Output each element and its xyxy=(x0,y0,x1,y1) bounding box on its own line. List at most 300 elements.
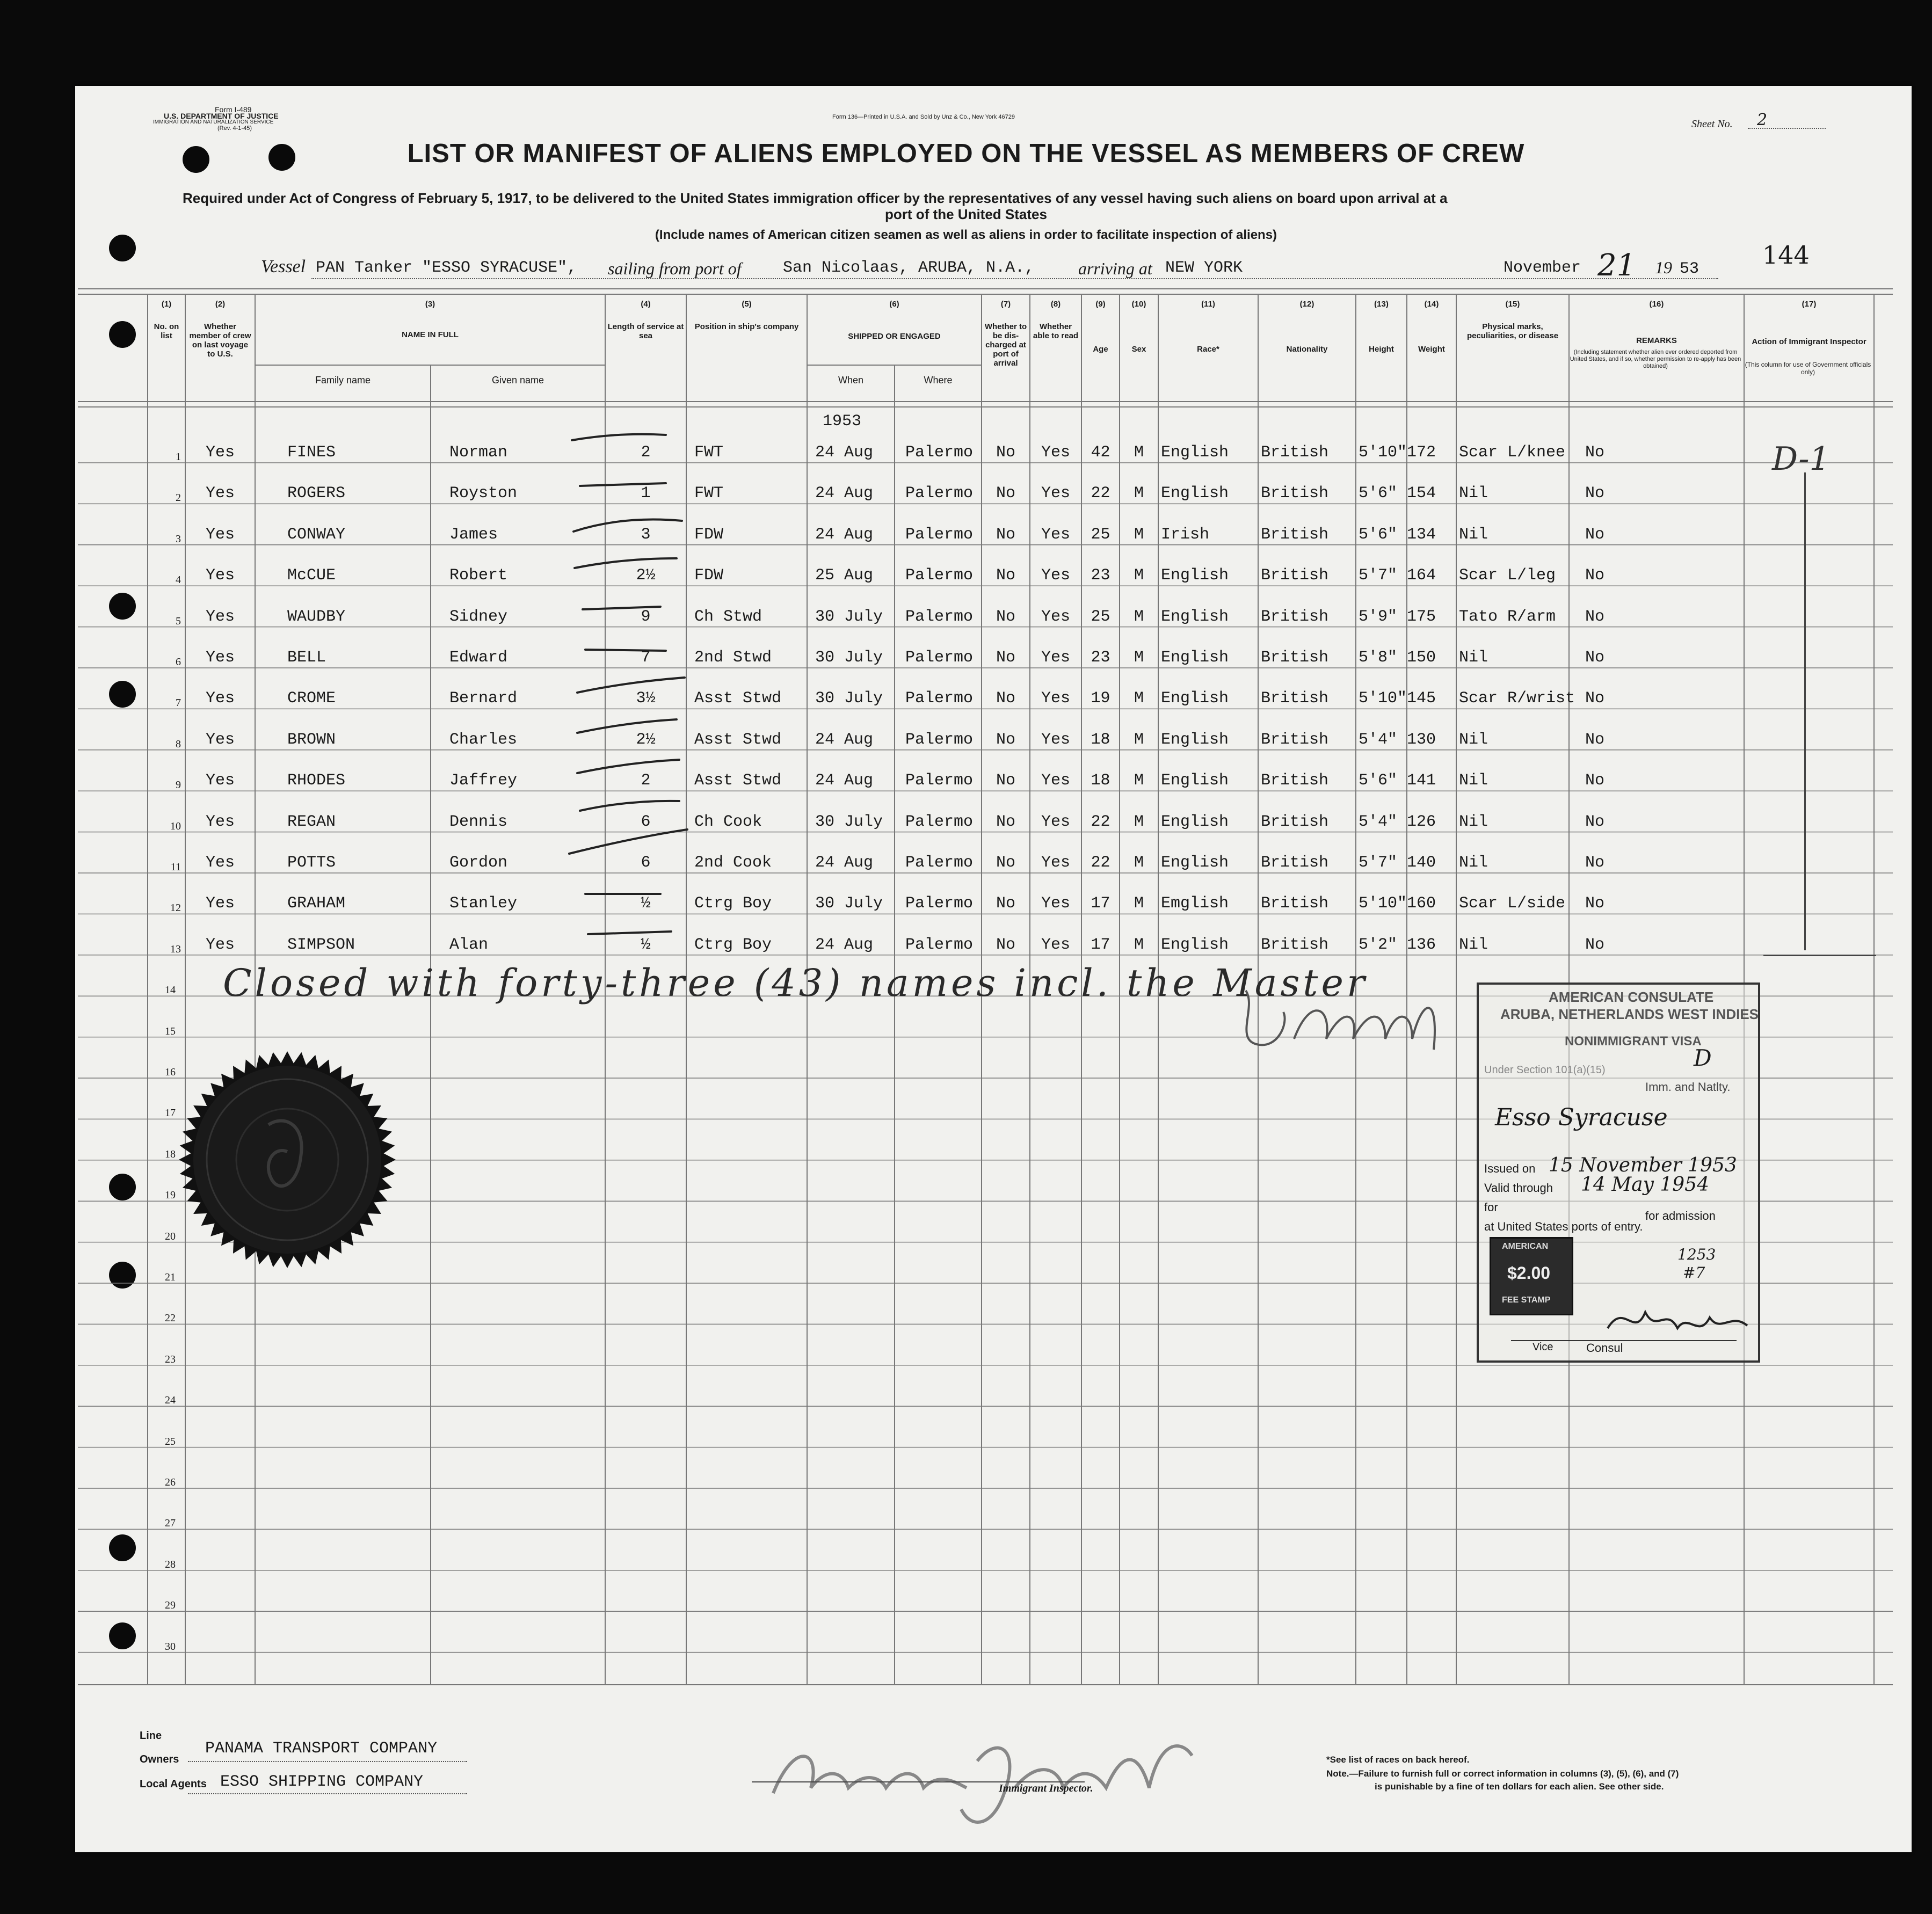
cell-marks: Scar R/wrist xyxy=(1459,689,1575,708)
row-number: 27 xyxy=(165,1517,176,1530)
cell-sex: M xyxy=(1134,649,1144,667)
column-header: Weight xyxy=(1418,345,1445,354)
cell-position: Ctrg Boy xyxy=(694,935,772,954)
row-number: 2 xyxy=(176,492,181,504)
visa-stamp xyxy=(1477,983,1760,1363)
column-number: (3) xyxy=(425,300,435,309)
cell-read: Yes xyxy=(1041,854,1070,872)
cell-when: 25 Aug xyxy=(815,566,874,585)
cell-sex: M xyxy=(1134,894,1144,913)
cell-prev: Yes xyxy=(205,854,235,872)
visa-valid-date: 14 May 1954 xyxy=(1581,1174,1709,1196)
cell-where: Palermo xyxy=(905,772,974,790)
row-number: 10 xyxy=(170,820,181,832)
cell-given: Norman xyxy=(449,443,508,462)
visa-issued-label: Issued on xyxy=(1484,1162,1536,1175)
cell-family: RHODES xyxy=(287,772,346,790)
cell-when: 30 July xyxy=(815,649,883,667)
handwritten-closing-note: Closed with forty-three (43) names incl. the Master xyxy=(223,961,1368,1005)
arriving-label: arriving at xyxy=(1078,259,1152,278)
cell-disch: No xyxy=(996,935,1015,954)
cell-sex: M xyxy=(1134,525,1144,544)
cell-height: 5'7" xyxy=(1359,854,1398,872)
cell-race: English xyxy=(1161,689,1229,708)
cell-position: FWT xyxy=(694,484,724,503)
row-number: 6 xyxy=(176,656,181,668)
cell-prev: Yes xyxy=(205,525,235,544)
row-number: 13 xyxy=(170,943,181,955)
cell-age: 23 xyxy=(1091,649,1110,667)
cell-position: Ch Stwd xyxy=(694,607,762,626)
cell-position: Asst Stwd xyxy=(694,772,782,790)
cell-read: Yes xyxy=(1041,484,1070,503)
cell-age: 25 xyxy=(1091,607,1110,626)
cell-marks: Scar L/leg xyxy=(1459,566,1556,585)
cell-marks: Nil xyxy=(1459,484,1488,503)
cell-nat: British xyxy=(1261,525,1329,544)
cell-age: 25 xyxy=(1091,525,1110,544)
column-header: Whether able to read xyxy=(1033,322,1079,340)
cell-family: McCUE xyxy=(287,566,336,585)
cell-weight: 154 xyxy=(1407,484,1436,503)
cell-when: 24 Aug xyxy=(815,484,874,503)
cell-age: 22 xyxy=(1091,854,1110,872)
cell-age: 18 xyxy=(1091,772,1110,790)
cell-height: 5'4" xyxy=(1359,812,1398,831)
cell-age: 17 xyxy=(1091,894,1110,913)
cell-position: 2nd Cook xyxy=(694,854,772,872)
cell-family: REGAN xyxy=(287,812,336,831)
row-number: 4 xyxy=(176,574,181,586)
cell-disch: No xyxy=(996,730,1015,749)
cell-position: Asst Stwd xyxy=(694,689,782,708)
cell-weight: 134 xyxy=(1407,525,1436,544)
cell-prev: Yes xyxy=(205,812,235,831)
cell-family: ROGERS xyxy=(287,484,346,503)
cell-position: FWT xyxy=(694,443,724,462)
cell-service: 2 xyxy=(641,443,651,462)
cell-where: Palermo xyxy=(905,484,974,503)
visa-fee-number: 1253 xyxy=(1677,1246,1716,1263)
cell-remarks: No xyxy=(1585,443,1605,462)
cell-remarks: No xyxy=(1585,935,1605,954)
cell-read: Yes xyxy=(1041,894,1070,913)
cell-age: 18 xyxy=(1091,730,1110,749)
cell-nat: British xyxy=(1261,484,1329,503)
row-number: 14 xyxy=(165,984,176,996)
cell-disch: No xyxy=(996,566,1015,585)
row-number: 22 xyxy=(165,1312,176,1324)
cell-service: 2½ xyxy=(636,566,656,585)
cell-age: 42 xyxy=(1091,443,1110,462)
cell-sex: M xyxy=(1134,689,1144,708)
cell-remarks: No xyxy=(1585,894,1605,913)
sheet-label: Sheet No. xyxy=(1691,118,1733,130)
cell-height: 5'10" xyxy=(1359,894,1407,913)
cell-weight: 136 xyxy=(1407,935,1436,954)
cell-height: 5'4" xyxy=(1359,730,1398,749)
cell-remarks: No xyxy=(1585,730,1605,749)
cell-given: James xyxy=(449,525,498,544)
cell-nat: British xyxy=(1261,854,1329,872)
cell-nat: British xyxy=(1261,689,1329,708)
date-year-prefix: 19 xyxy=(1655,258,1672,277)
column-number: (13) xyxy=(1374,300,1389,309)
footer-line-label: Line xyxy=(140,1730,162,1742)
cell-given: Royston xyxy=(449,484,518,503)
cell-height: 5'7" xyxy=(1359,566,1398,585)
cell-marks: Nil xyxy=(1459,772,1488,790)
cell-family: POTTS xyxy=(287,854,336,872)
cell-sex: M xyxy=(1134,854,1144,872)
cell-position: Ctrg Boy xyxy=(694,894,772,913)
row-number: 9 xyxy=(176,779,181,791)
cell-sex: M xyxy=(1134,772,1144,790)
cell-sex: M xyxy=(1134,443,1144,462)
row-number: 25 xyxy=(165,1435,176,1447)
master-signature xyxy=(1224,974,1466,1082)
given-name-header: Given name xyxy=(491,375,544,385)
cell-race: English xyxy=(1161,649,1229,667)
row-number: 3 xyxy=(176,533,181,545)
inspector-label: Immigrant Inspector. xyxy=(999,1782,1093,1794)
visa-for-label: for xyxy=(1484,1200,1498,1214)
visa-valid-label: Valid through xyxy=(1484,1181,1553,1195)
cell-race: English xyxy=(1161,484,1229,503)
row-number: 21 xyxy=(165,1271,176,1283)
cell-given: Robert xyxy=(449,566,508,585)
fee-stamp xyxy=(1490,1237,1573,1315)
cell-race: English xyxy=(1161,935,1229,954)
row-number: 12 xyxy=(170,902,181,914)
cell-weight: 130 xyxy=(1407,730,1436,749)
cell-disch: No xyxy=(996,649,1015,667)
cell-weight: 164 xyxy=(1407,566,1436,585)
cell-given: Charles xyxy=(449,730,518,749)
row-number: 18 xyxy=(165,1148,176,1160)
cell-family: BROWN xyxy=(287,730,336,749)
column-number: (14) xyxy=(1424,300,1439,309)
printer-note: Form 136—Printed in U.S.A. and Sold by Unz & Co., New York 46729 xyxy=(832,114,1015,120)
cell-sex: M xyxy=(1134,566,1144,585)
footer-note-fine: Note.—Failure to furnish full or correct information in columns (3), (5), (6), and (7) xyxy=(1326,1769,1679,1779)
cell-height: 5'9" xyxy=(1359,607,1398,626)
footer-agents-label: Local Agents xyxy=(140,1778,207,1790)
fee-stamp-amount: $2.00 xyxy=(1507,1263,1551,1283)
row-number: 19 xyxy=(165,1189,176,1202)
inspector-note: (This column for use of Government officials only) xyxy=(1745,361,1871,376)
cell-weight: 175 xyxy=(1407,607,1436,626)
cell-service: 3½ xyxy=(636,689,656,708)
column-number: (8) xyxy=(1050,300,1061,309)
cell-prev: Yes xyxy=(205,730,235,749)
cell-where: Palermo xyxy=(905,649,974,667)
cell-given: Edward xyxy=(449,649,508,667)
row-number: 11 xyxy=(170,861,181,873)
cell-read: Yes xyxy=(1041,935,1070,954)
row-number: 1 xyxy=(176,451,181,463)
cell-where: Palermo xyxy=(905,566,974,585)
page-number: 144 xyxy=(1762,241,1810,270)
column-header: Nationality xyxy=(1286,345,1328,354)
footer-owners-label: Owners xyxy=(140,1753,179,1765)
cell-disch: No xyxy=(996,772,1015,790)
column-number: (10) xyxy=(1131,300,1146,309)
cell-remarks: No xyxy=(1585,772,1605,790)
visa-consul-label: Consul xyxy=(1586,1341,1623,1355)
cell-prev: Yes xyxy=(205,772,235,790)
cell-weight: 172 xyxy=(1407,443,1436,462)
cell-where: Palermo xyxy=(905,689,974,708)
cell-disch: No xyxy=(996,689,1015,708)
form-number: Form I-489 xyxy=(215,105,252,114)
cell-where: Palermo xyxy=(905,443,974,462)
cell-nat: British xyxy=(1261,812,1329,831)
row-number: 28 xyxy=(165,1558,176,1570)
sailing-label: sailing from port of xyxy=(608,259,742,278)
cell-weight: 126 xyxy=(1407,812,1436,831)
cell-disch: No xyxy=(996,525,1015,544)
row-number: 15 xyxy=(165,1025,176,1037)
cell-given: Sidney xyxy=(449,607,508,626)
cell-read: Yes xyxy=(1041,812,1070,831)
cell-when: 30 July xyxy=(815,689,883,708)
cell-given: Bernard xyxy=(449,689,518,708)
cell-family: CROME xyxy=(287,689,336,708)
column-header: Whether to be dis-charged at port of arrival xyxy=(984,322,1027,368)
visa-ports: at United States ports of entry. xyxy=(1484,1220,1643,1233)
cell-height: 5'2" xyxy=(1359,935,1398,954)
cell-position: FDW xyxy=(694,566,724,585)
cell-where: Palermo xyxy=(905,812,974,831)
subtitle-3: (Include names of American citizen seamen as well as aliens in order to facilitate inspection of aliens) xyxy=(655,228,1277,242)
column-header: NAME IN FULL xyxy=(402,330,459,339)
cell-position: 2nd Stwd xyxy=(694,649,772,667)
cell-read: Yes xyxy=(1041,566,1070,585)
cell-disch: No xyxy=(996,607,1015,626)
cell-given: Jaffrey xyxy=(449,772,518,790)
sheet-number: 2 xyxy=(1757,111,1768,129)
cell-height: 5'6" xyxy=(1359,484,1398,503)
column-number: (15) xyxy=(1505,300,1520,309)
visa-admission: for admission xyxy=(1645,1209,1716,1222)
column-number: (16) xyxy=(1649,300,1664,309)
row-number: 29 xyxy=(165,1599,176,1612)
cell-remarks: No xyxy=(1585,812,1605,831)
column-number: (2) xyxy=(215,300,226,309)
cell-read: Yes xyxy=(1041,443,1070,462)
department: U.S. DEPARTMENT OF JUSTICE xyxy=(164,112,279,120)
cell-read: Yes xyxy=(1041,689,1070,708)
cell-nat: British xyxy=(1261,730,1329,749)
cell-age: 17 xyxy=(1091,935,1110,954)
column-header: REMARKS xyxy=(1636,336,1677,345)
cell-when: 24 Aug xyxy=(815,730,874,749)
cell-service: 9 xyxy=(641,607,651,626)
row-number: 16 xyxy=(165,1066,176,1078)
column-number: (17) xyxy=(1802,300,1817,309)
visa-fee-sub: #7 xyxy=(1683,1264,1705,1282)
cell-where: Palermo xyxy=(905,854,974,872)
cell-when: 24 Aug xyxy=(815,854,874,872)
cell-sex: M xyxy=(1134,730,1144,749)
page-title: LIST OR MANIFEST OF ALIENS EMPLOYED ON THE VESSEL AS MEMBERS OF CREW xyxy=(407,139,1525,168)
cell-disch: No xyxy=(996,894,1015,913)
cell-remarks: No xyxy=(1585,689,1605,708)
cell-remarks: No xyxy=(1585,525,1605,544)
date-month: November xyxy=(1504,259,1581,277)
cell-remarks: No xyxy=(1585,484,1605,503)
cell-service: 2 xyxy=(641,772,651,790)
row-number: 8 xyxy=(176,738,181,750)
cell-nat: British xyxy=(1261,894,1329,913)
cell-service: 7 xyxy=(641,649,651,667)
cell-family: CONWAY xyxy=(287,525,346,544)
cell-family: SIMPSON xyxy=(287,935,355,954)
visa-vice-label: Vice xyxy=(1532,1341,1553,1353)
cell-prev: Yes xyxy=(205,607,235,626)
revision: (Rev. 4-1-45) xyxy=(217,125,252,132)
column-number: (11) xyxy=(1201,300,1215,309)
cell-family: WAUDBY xyxy=(287,607,346,626)
cell-read: Yes xyxy=(1041,525,1070,544)
cell-age: 22 xyxy=(1091,812,1110,831)
inspector-signature xyxy=(762,1718,1214,1842)
cell-sex: M xyxy=(1134,484,1144,503)
cell-where: Palermo xyxy=(905,894,974,913)
embossed-seal xyxy=(177,1050,403,1275)
cell-marks: Scar L/side xyxy=(1459,894,1566,913)
cell-weight: 141 xyxy=(1407,772,1436,790)
column-header: SHIPPED OR ENGAGED xyxy=(848,332,941,341)
cell-prev: Yes xyxy=(205,443,235,462)
cell-remarks: No xyxy=(1585,566,1605,585)
when-header: When xyxy=(838,375,864,385)
cell-sex: M xyxy=(1134,812,1144,831)
column-number: (12) xyxy=(1299,300,1314,309)
cell-marks: Nil xyxy=(1459,649,1488,667)
row-number: 24 xyxy=(165,1394,176,1407)
visa-vessel: Esso Syracuse xyxy=(1495,1104,1668,1131)
cell-race: English xyxy=(1161,854,1229,872)
visa-line-location: ARUBA, NETHERLANDS WEST INDIES xyxy=(1500,1006,1759,1022)
cell-weight: 140 xyxy=(1407,854,1436,872)
cell-service: 1 xyxy=(641,484,651,503)
cell-read: Yes xyxy=(1041,730,1070,749)
cell-sex: M xyxy=(1134,607,1144,626)
cell-age: 22 xyxy=(1091,484,1110,503)
row-number: 5 xyxy=(176,615,181,627)
fee-stamp-top: AMERICAN xyxy=(1502,1242,1549,1251)
cell-service: 6 xyxy=(641,854,651,872)
cell-height: 5'10" xyxy=(1359,443,1407,462)
cell-sex: M xyxy=(1134,935,1144,954)
cell-family: GRAHAM xyxy=(287,894,346,913)
cell-height: 5'6" xyxy=(1359,772,1398,790)
cell-prev: Yes xyxy=(205,566,235,585)
sailing-port: San Nicolaas, ARUBA, N.A., xyxy=(783,259,1035,277)
cell-when: 24 Aug xyxy=(815,935,874,954)
cell-marks: Nil xyxy=(1459,730,1488,749)
visa-line-section: Under Section 101(a)(15) xyxy=(1484,1064,1606,1076)
cell-height: 5'10" xyxy=(1359,689,1407,708)
cell-read: Yes xyxy=(1041,607,1070,626)
vessel-label: Vessel xyxy=(261,257,306,276)
cell-weight: 145 xyxy=(1407,689,1436,708)
subtitle-2: port of the United States xyxy=(885,206,1047,222)
cell-weight: 150 xyxy=(1407,649,1436,667)
cell-height: 5'6" xyxy=(1359,525,1398,544)
cell-when: 24 Aug xyxy=(815,525,874,544)
cell-prev: Yes xyxy=(205,935,235,954)
family-name-header: Family name xyxy=(315,375,371,385)
column-number: (9) xyxy=(1095,300,1106,309)
cell-race: English xyxy=(1161,566,1229,585)
cell-service: 3 xyxy=(641,525,651,544)
cell-prev: Yes xyxy=(205,649,235,667)
visa-issued-date: 15 November 1953 xyxy=(1549,1154,1737,1176)
cell-family: BELL xyxy=(287,649,326,667)
column-header: Sex xyxy=(1131,345,1146,354)
footer-agents: ESSO SHIPPING COMPANY xyxy=(220,1773,424,1791)
visa-line-type: NONIMMIGRANT VISA xyxy=(1565,1034,1702,1049)
footer-note-fine-2: is punishable by a fine of ten dollars for each alien. See other side. xyxy=(1375,1781,1664,1792)
cell-remarks: No xyxy=(1585,854,1605,872)
subtitle-1: Required under Act of Congress of February 5, 1917, to be delivered to the United States immigration officer by the representatives of any vessel having such aliens on board upon arrival at a xyxy=(183,190,1448,206)
column-header: Height xyxy=(1369,345,1394,354)
cell-marks: Nil xyxy=(1459,525,1488,544)
visa-line-act: Imm. and Natlty. xyxy=(1645,1080,1731,1094)
cell-family: FINES xyxy=(287,443,336,462)
cell-service: 6 xyxy=(641,812,651,831)
cell-read: Yes xyxy=(1041,772,1070,790)
column-number: (6) xyxy=(889,300,899,309)
cell-service: ½ xyxy=(641,935,651,954)
cell-race: English xyxy=(1161,812,1229,831)
cell-race: English xyxy=(1161,607,1229,626)
cell-race: Emglish xyxy=(1161,894,1229,913)
service: IMMIGRATION AND NATURALIZATION SERVICE xyxy=(153,119,274,125)
cell-position: Ch Cook xyxy=(694,812,762,831)
inspector-mark: D-1 xyxy=(1772,440,1830,478)
cell-race: English xyxy=(1161,772,1229,790)
cell-when: 24 Aug xyxy=(815,443,874,462)
column-number: (4) xyxy=(641,300,651,309)
column-number: (5) xyxy=(742,300,752,309)
year-note: 1953 xyxy=(823,412,862,431)
cell-height: 5'8" xyxy=(1359,649,1398,667)
cell-race: Irish xyxy=(1161,525,1210,544)
date-day: 21 xyxy=(1597,248,1636,283)
cell-prev: Yes xyxy=(205,689,235,708)
cell-when: 30 July xyxy=(815,812,883,831)
footer-owners: PANAMA TRANSPORT COMPANY xyxy=(205,1740,438,1758)
column-number: (7) xyxy=(1000,300,1011,309)
cell-marks: Tato R/arm xyxy=(1459,607,1556,626)
cell-nat: British xyxy=(1261,772,1329,790)
cell-when: 30 July xyxy=(815,894,883,913)
column-header: Position in ship's company xyxy=(694,322,799,331)
column-number: (1) xyxy=(161,300,172,309)
cell-disch: No xyxy=(996,443,1015,462)
cell-marks: Scar L/knee xyxy=(1459,443,1566,462)
cell-where: Palermo xyxy=(905,525,974,544)
cell-where: Palermo xyxy=(905,935,974,954)
cell-weight: 160 xyxy=(1407,894,1436,913)
cell-nat: British xyxy=(1261,649,1329,667)
row-number: 26 xyxy=(165,1476,176,1488)
column-header: Whether member of crew on last voyage to U.S. xyxy=(189,322,251,359)
